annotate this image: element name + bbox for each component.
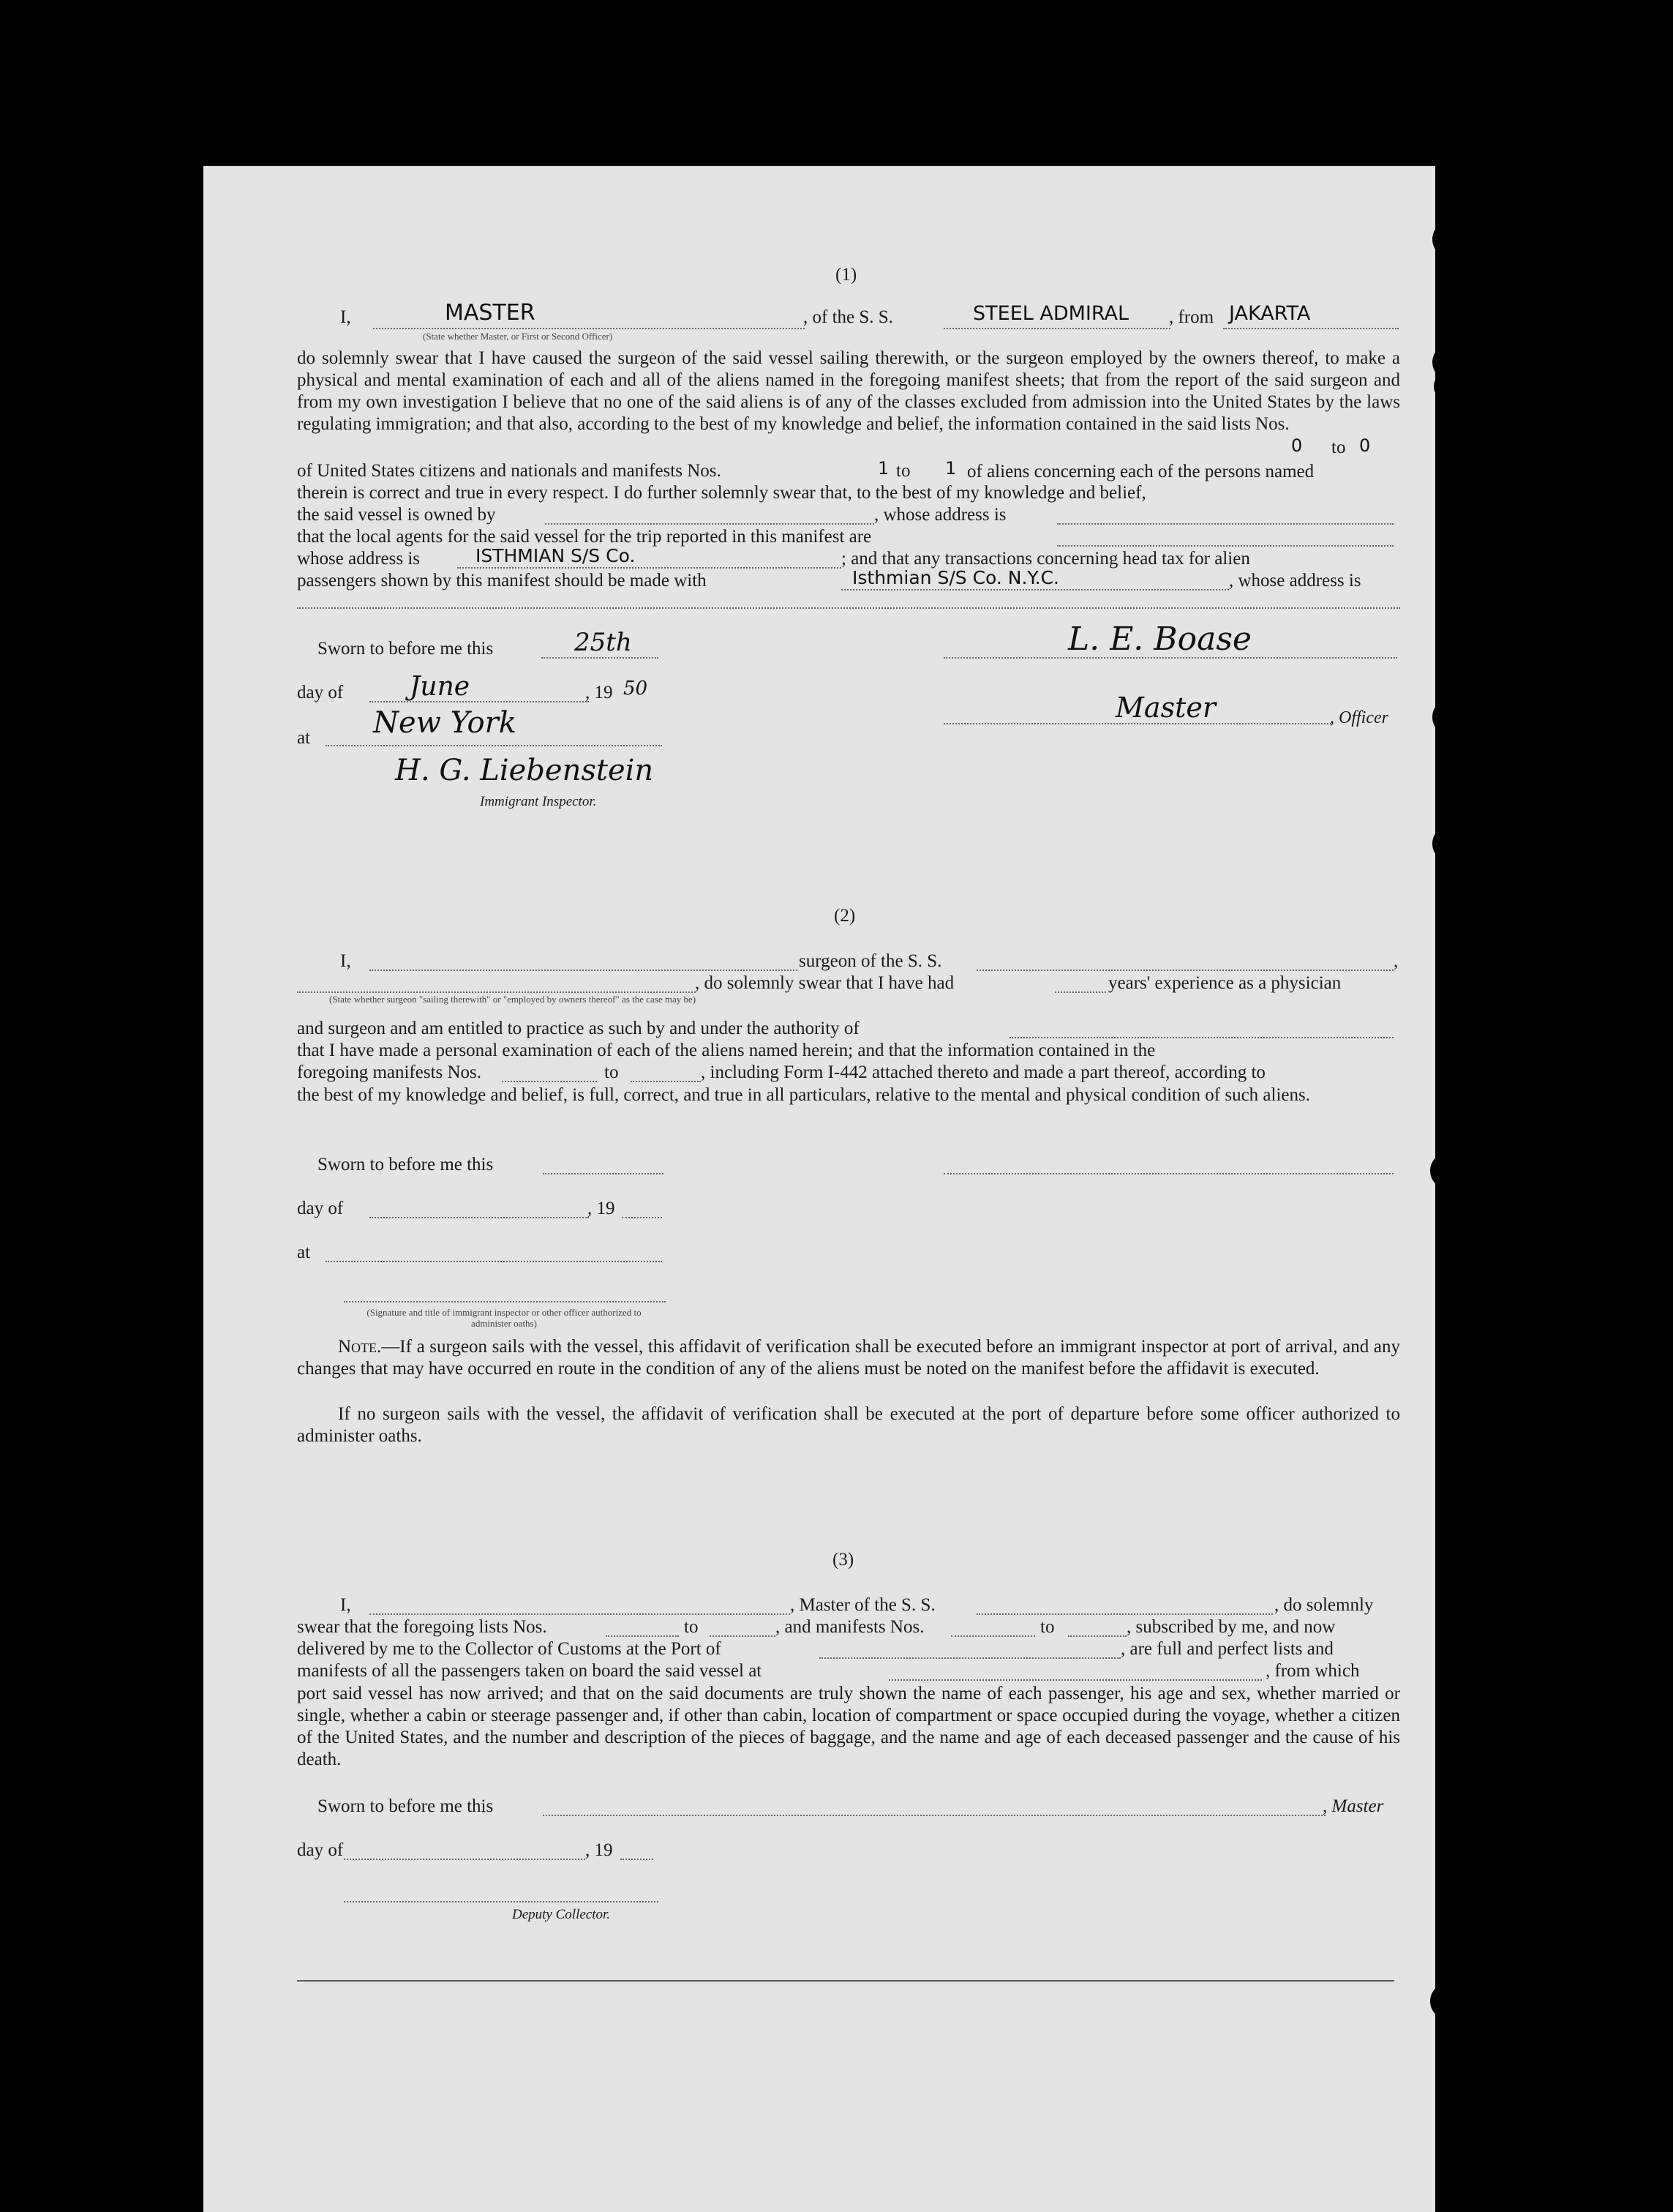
s2-at: at [297,1242,311,1262]
passengers-label: passengers shown by this manifest should be made with [297,571,707,591]
year-prefix: , 19 [585,683,613,702]
at-label: at [297,728,311,748]
section-1-number: (1) [835,265,857,285]
punch-hole [1440,923,1462,982]
place-value: New York [373,706,516,740]
manifest-to: 1 [945,458,957,479]
head-tax-label: ; and that any transactions concerning head tax for alien [841,549,1250,569]
s3-year-line [620,1859,653,1860]
lists-to: 0 [1359,435,1371,456]
s2-surgeon-of: surgeon of the S. S. [799,951,942,971]
s2-sworn-line [543,1173,663,1174]
rank-line [373,328,805,329]
lists-from: 0 [1291,435,1303,456]
aliens-text-cont: therein is correct and true in every respect. I do further solemnly swear that, to the best of my knowledge and belief, [297,483,1146,503]
from-label: , from [1169,307,1214,327]
agents-line [1057,545,1394,547]
agents-address-value: ISTHMIAN S/S Co. [475,545,636,566]
head-tax-line [841,589,1229,591]
punch-hole [1440,2100,1476,2137]
s2-day-of: day of [297,1199,344,1218]
s3-to-1: to [684,1617,699,1637]
s3-i-label: I, [340,1595,351,1615]
s2-place-line [326,1261,662,1262]
s2-officer-sig-line [344,1301,666,1302]
section-2-number: (2) [834,906,856,926]
punch-hole [1434,372,1463,401]
s3-swear-lists: swear that the foregoing lists Nos. [297,1617,547,1637]
s3-master-sig-line [543,1815,1326,1816]
s2-status-line [297,991,696,993]
s2-years-line [1055,991,1106,993]
s3-delivered: delivered by me to the Collector of Customs at the Port of [297,1639,721,1659]
oath-paragraph: do solemnly swear that I have caused the surgeon of the said vessel sailing therewith, or the surgeon employed by the owners thereof, to make a physical and mental examination of each and all of the aliens named in the foregoing manifest sheets; that from the report of the said surgeon and from my own investigation I believe that no one of the said aliens is of any of the classes excluded from admission into the United States by the laws regulating immigration; and that also, according to the best of my knowledge and belief, the information contained in the said lists Nos. [297,348,1400,434]
year-value: 50 [623,678,648,700]
port-name: JAKARTA [1229,302,1311,325]
s2-authority-line [1010,1037,1394,1038]
s3-collector-line [344,1901,658,1902]
punch-hole [1430,1152,1467,1189]
owned-by-label: the said vessel is owned by [297,505,496,525]
vessel-name: STEEL ADMIRAL [973,302,1129,325]
bottom-rule [297,1980,1394,1982]
s3-year-prefix: , 19 [585,1840,613,1860]
sworn-label: Sworn to before me this [317,639,494,659]
agents-address-label: whose address is [297,549,421,569]
s2-authority: and surgeon and am entitled to practice as such by and under the authority of [297,1019,860,1038]
s2-year-line [622,1217,662,1218]
manifest-from: 1 [878,458,890,479]
s3-list-from-line [606,1635,679,1637]
s3-manifest-from-line [951,1635,1035,1637]
s3-name-line [369,1613,790,1615]
vessel-line [944,328,1170,329]
s3-subscribed: , subscribed by me, and now [1127,1617,1336,1637]
s3-list-to-line [710,1635,775,1637]
s2-signature-line [944,1173,1394,1174]
s3-master-label: , Master [1323,1796,1384,1816]
to-label-2: to [896,461,911,481]
of-ss-label: , of the S. S. [803,307,893,327]
rank-value: MASTER [445,300,535,326]
s3-day-of: day of [297,1840,344,1860]
s3-master-of: , Master of the S. S. [790,1595,936,1615]
s2-name-line [369,970,797,971]
month-value: June [410,672,470,702]
inspector-label: Immigrant Inspector. [480,794,597,809]
s2-body: that I have made a personal examination of each of the aliens named herein; and that the information contained in the [297,1041,1156,1060]
s2-to: to [604,1062,619,1082]
s2-sworn: Sworn to before me this [317,1155,494,1174]
s3-body: port said vessel has now arrived; and that on the said documents are truly shown the name of each passenger, his age and sex, whether married or single, whether a cabin or steerage passenger and, if other than cabin, location of compartment or space occupied during the voyage, whether a citizen of the United States, and the number and description of the pieces of baggage, and the name and age of each deceased passenger and the cause of his death. [297,1684,1400,1769]
s3-from-which: , from which [1266,1661,1360,1681]
inspector-signature: H. G. Liebenstein [395,754,654,787]
s3-to-2: to [1040,1617,1055,1637]
s3-solemnly: , do solemnly [1274,1595,1374,1615]
s2-swear: , do solemnly swear that I have had [695,973,955,993]
punch-hole [1432,825,1469,862]
s3-manifest-to-line [1068,1635,1127,1637]
s3-port-line [819,1657,1121,1659]
s2-years: years' experience as a physician [1108,973,1342,993]
officer-rank: Master [1116,691,1216,724]
s3-and-manifests: , and manifests Nos. [775,1617,925,1637]
to-label: to [1331,438,1346,457]
punch-hole [1437,1504,1474,1540]
punch-hole [1463,1943,1500,1979]
master-signature: L. E. Boase [1068,621,1252,658]
port-line [1223,328,1399,329]
s2-month-line [369,1217,589,1218]
i-label: I, [340,307,351,327]
s2-note1-text: —If a surgeon sails with the vessel, this affidavit of verification shall be executed before an immigrant inspector at port of arrival, and any changes that may have occurred en route in the condition of any of the aliens must be noted on the manifest before the affidavit is executed. [297,1337,1400,1379]
agents-label: that the local agents for the said vessel for the trip reported in this manifest are [297,527,872,547]
s3-embark-line [889,1679,1262,1681]
rank-note: (State whether Master, or First or Second Officer) [423,331,613,342]
punch-hole [1432,699,1469,735]
sworn-day-line [541,657,658,659]
owner-address-line [1057,523,1394,525]
address-continuation-line [297,607,1400,609]
s2-vessel-line [977,970,1394,971]
s2-note2: If no surgeon sails with the vessel, the affidavit of verification shall be executed at the port of departure before some officer authorized to administer oaths. [297,1404,1400,1446]
agents-address-line [457,567,841,569]
place-line [326,745,662,746]
punch-hole [1430,1983,1467,2020]
s3-sworn: Sworn to before me this [317,1796,494,1816]
s2-surgeon-note: (State whether surgeon "sailing therewith" or "employed by owners thereof" as the case may be) [329,994,696,1005]
s2-note-label: Note. [338,1337,382,1357]
s3-vessel-line [977,1613,1273,1615]
s3-manifests-of: manifests of all the passengers taken on board the said vessel at [297,1661,762,1681]
s2-i-label: I, [340,951,351,971]
s3-full-lists: , are full and perfect lists and [1121,1639,1334,1659]
s2-from-line [502,1081,597,1082]
officer-label: , Officer [1330,708,1388,727]
punch-hole [1432,221,1469,258]
s2-including: , including Form I-442 attached thereto and made a part thereof, according to [701,1062,1266,1082]
s2-foregoing: foregoing manifests Nos. [297,1062,482,1082]
s2-signature-note: (Signature and title of immigrant inspector or other officer authorized to administer oaths) [366,1307,642,1329]
s2-year-prefix: , 19 [587,1199,615,1218]
whose-address-is: , whose address is [1229,571,1361,591]
aliens-text-start: of aliens concerning each of the persons named [967,462,1315,481]
month-line [369,701,589,702]
s2-to-line [631,1081,701,1082]
s2-rest: the best of my knowledge and belief, is full, correct, and true in all particulars, relative to the mental and physical condition of such aliens. [297,1085,1310,1105]
day-of-label: day of [297,683,344,702]
head-tax-with: Isthmian S/S Co. N.Y.C. [852,567,1059,588]
punch-hole [1441,1621,1478,1657]
s2-note1 [297,1336,1400,1380]
whose-address-label: , whose address is [874,505,1007,525]
section-3-number: (3) [832,1550,854,1570]
s2-comma: , [1394,951,1399,971]
sworn-day-value: 25th [574,628,632,657]
citizens-text: of United States citizens and nationals and manifests Nos. [297,461,721,481]
s3-month-line [344,1859,585,1860]
owner-line [545,523,874,525]
s3-deputy-label: Deputy Collector. [512,1907,611,1922]
